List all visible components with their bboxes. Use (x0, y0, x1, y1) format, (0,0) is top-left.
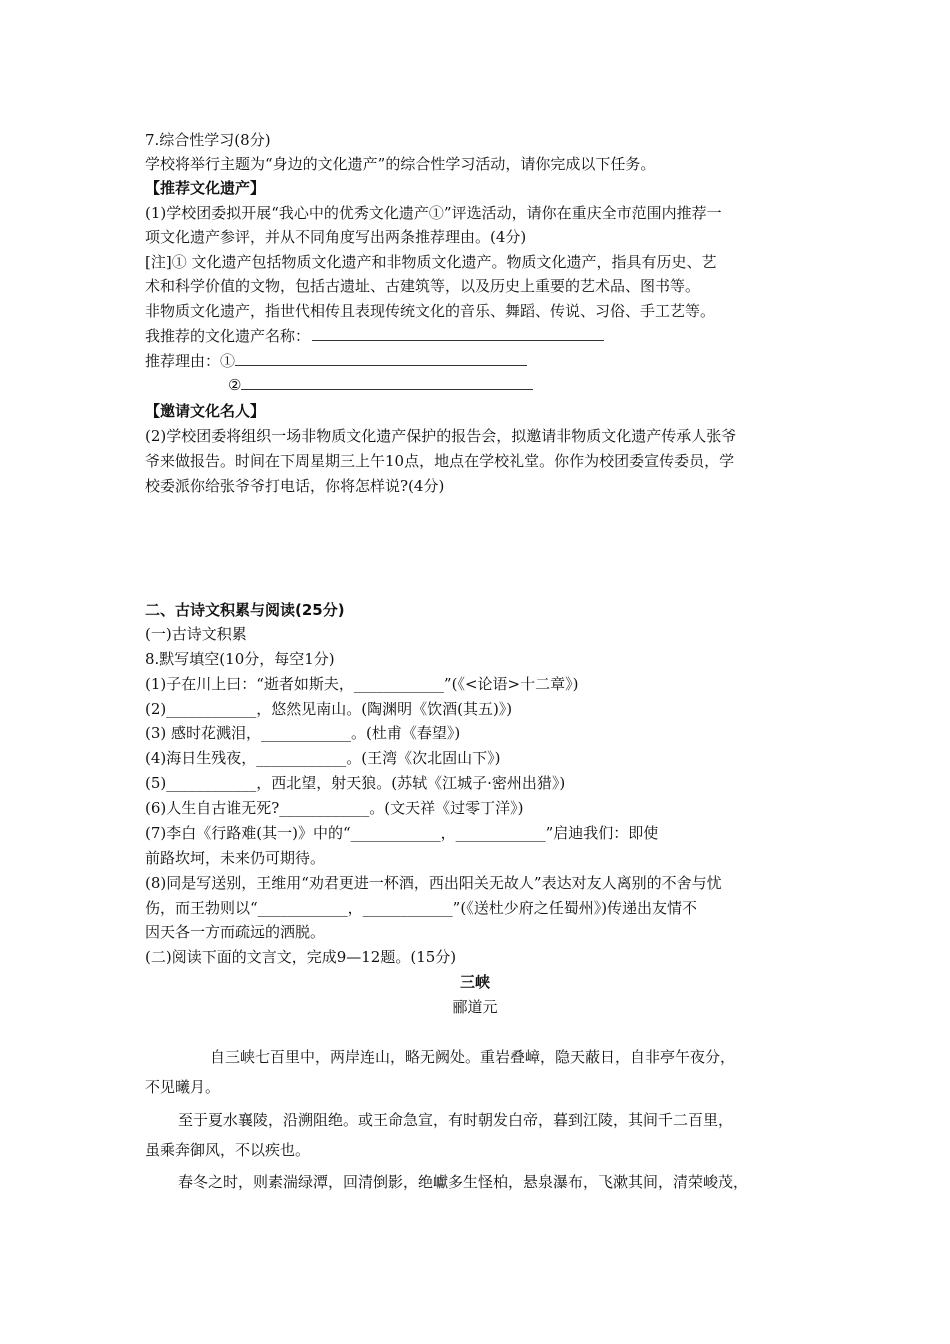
q8-item-2: (2)____________，悠然见南山。(陶渊明《饮酒(其五)》) (145, 700, 513, 718)
heritage-name-blank[interactable] (312, 326, 604, 341)
q8-item-7-line2: 前路坎坷，未来仍可期待。 (145, 849, 326, 867)
part2-heading: 二、古诗文积累与阅读(25分) (145, 601, 345, 619)
q8-item-6: (6)人生自古谁无死?____________。(文天祥《过零丁洋》) (145, 799, 524, 817)
reason-row-2 (228, 373, 533, 397)
q8-item-8-line1: (8)同是写送别，王维用“劝君更进一杯酒，西出阳关无故人”表达对友人离别的不舍与忧 (145, 874, 722, 892)
q8-item-3: (3) 感时花溅泪，____________。(杜甫《春望》) (145, 724, 461, 742)
q8-item-7-line1: (7)李白《行路难(其一)》中的“____________，____________”启迪我们：即使 (145, 824, 659, 842)
part2-sub2: (二)阅读下面的文言文，完成9—12题。(15分) (145, 948, 457, 966)
part2-sub1: (一)古诗文积累 (145, 625, 247, 643)
essay-title: 三峡 (459, 973, 490, 991)
heritage-name-row (145, 324, 604, 348)
q7-task1-line1: (1)学校团委拟开展“我心中的优秀文化遗产①”评选活动，请你在重庆全市范围内推荐一 (145, 204, 722, 222)
essay-p1-line1: 自三峡七百里中，两岸连山，略无阙处。重岩叠嶂，隐天蔽日，自非亭午夜分， (210, 1048, 736, 1066)
section-invite-celebrity: 【邀请文化名人】 (145, 402, 266, 420)
q7-note-line2: 术和科学价值的文物，包括古遗址、古建筑等，以及历史上重要的艺术品、图书等。 (145, 277, 701, 295)
q8-item-8-line2: 伤，而王勃则以“____________，____________”(《送杜少府之任蜀州》)传递出友情不 (145, 899, 698, 917)
q7-task1-line2: 项文化遗产参评，并从不同角度写出两条推荐理由。(4分) (145, 228, 527, 246)
essay-p2-line2: 虽乘奔御风，不以疾也。 (145, 1141, 311, 1159)
q8-item-5: (5)____________，西北望，射天狼。(苏轼《江城子·密州出猎》) (145, 774, 566, 792)
reason-row-1 (145, 349, 527, 373)
heritage-name-label: 我推荐的文化遗产名称： (145, 327, 311, 345)
q8-item-1: (1)子在川上曰：“逝者如斯夫，____________”(《<论语>十二章》) (145, 675, 579, 693)
essay-p3-line1: 春冬之时，则素湍绿潭，回清倒影，绝巘多生怪柏，悬泉瀑布，飞漱其间，清荣峻茂， (178, 1173, 749, 1191)
q7-note-line3: 非物质文化遗产，指世代相传且表现传统文化的音乐、舞蹈、传说、习俗、手工艺等。 (145, 302, 716, 320)
q8-item-4: (4)海日生残夜，____________。(王湾《次北固山下》) (145, 749, 501, 767)
q7-intro: 学校将举行主题为“身边的文化遗产”的综合性学习活动，请你完成以下任务。 (145, 155, 656, 173)
section-recommend-heritage: 【推荐文化遗产】 (145, 179, 266, 197)
q8-item-8-line3: 因天各一方而疏远的洒脱。 (145, 923, 326, 941)
essay-p1-line2: 不见曦月。 (145, 1078, 221, 1096)
reason-1-blank[interactable] (235, 351, 527, 366)
q7-task2-line2: 爷来做报告。时间在下周星期三上午10点，地点在学校礼堂。你作为校团委宣传委员，学 (145, 452, 735, 470)
reason-label: 推荐理由：① (145, 352, 236, 370)
q7-task2-line3: 校委派你给张爷爷打电话，你将怎样说?(4分) (145, 477, 445, 495)
reason-2-blank[interactable] (241, 375, 533, 390)
essay-p2-line1: 至于夏水襄陵，沿溯阻绝。或王命急宣，有时朝发白帝，暮到江陵，其间千二百里， (178, 1111, 734, 1129)
reason-2-label: ② (228, 376, 242, 394)
q7-title: 7.综合性学习(8分) (145, 131, 271, 149)
essay-author: 郦道元 (452, 998, 498, 1016)
q7-task2-line1: (2)学校团委将组织一场非物质文化遗产保护的报告会，拟邀请非物质文化遗产传承人张爷 (145, 427, 737, 445)
q8-title: 8.默写填空(10分，每空1分) (145, 650, 335, 668)
q7-note-line1: [注]① 文化遗产包括物质文化遗产和非物质文化遗产。物质文化遗产，指具有历史、艺 (145, 253, 717, 271)
